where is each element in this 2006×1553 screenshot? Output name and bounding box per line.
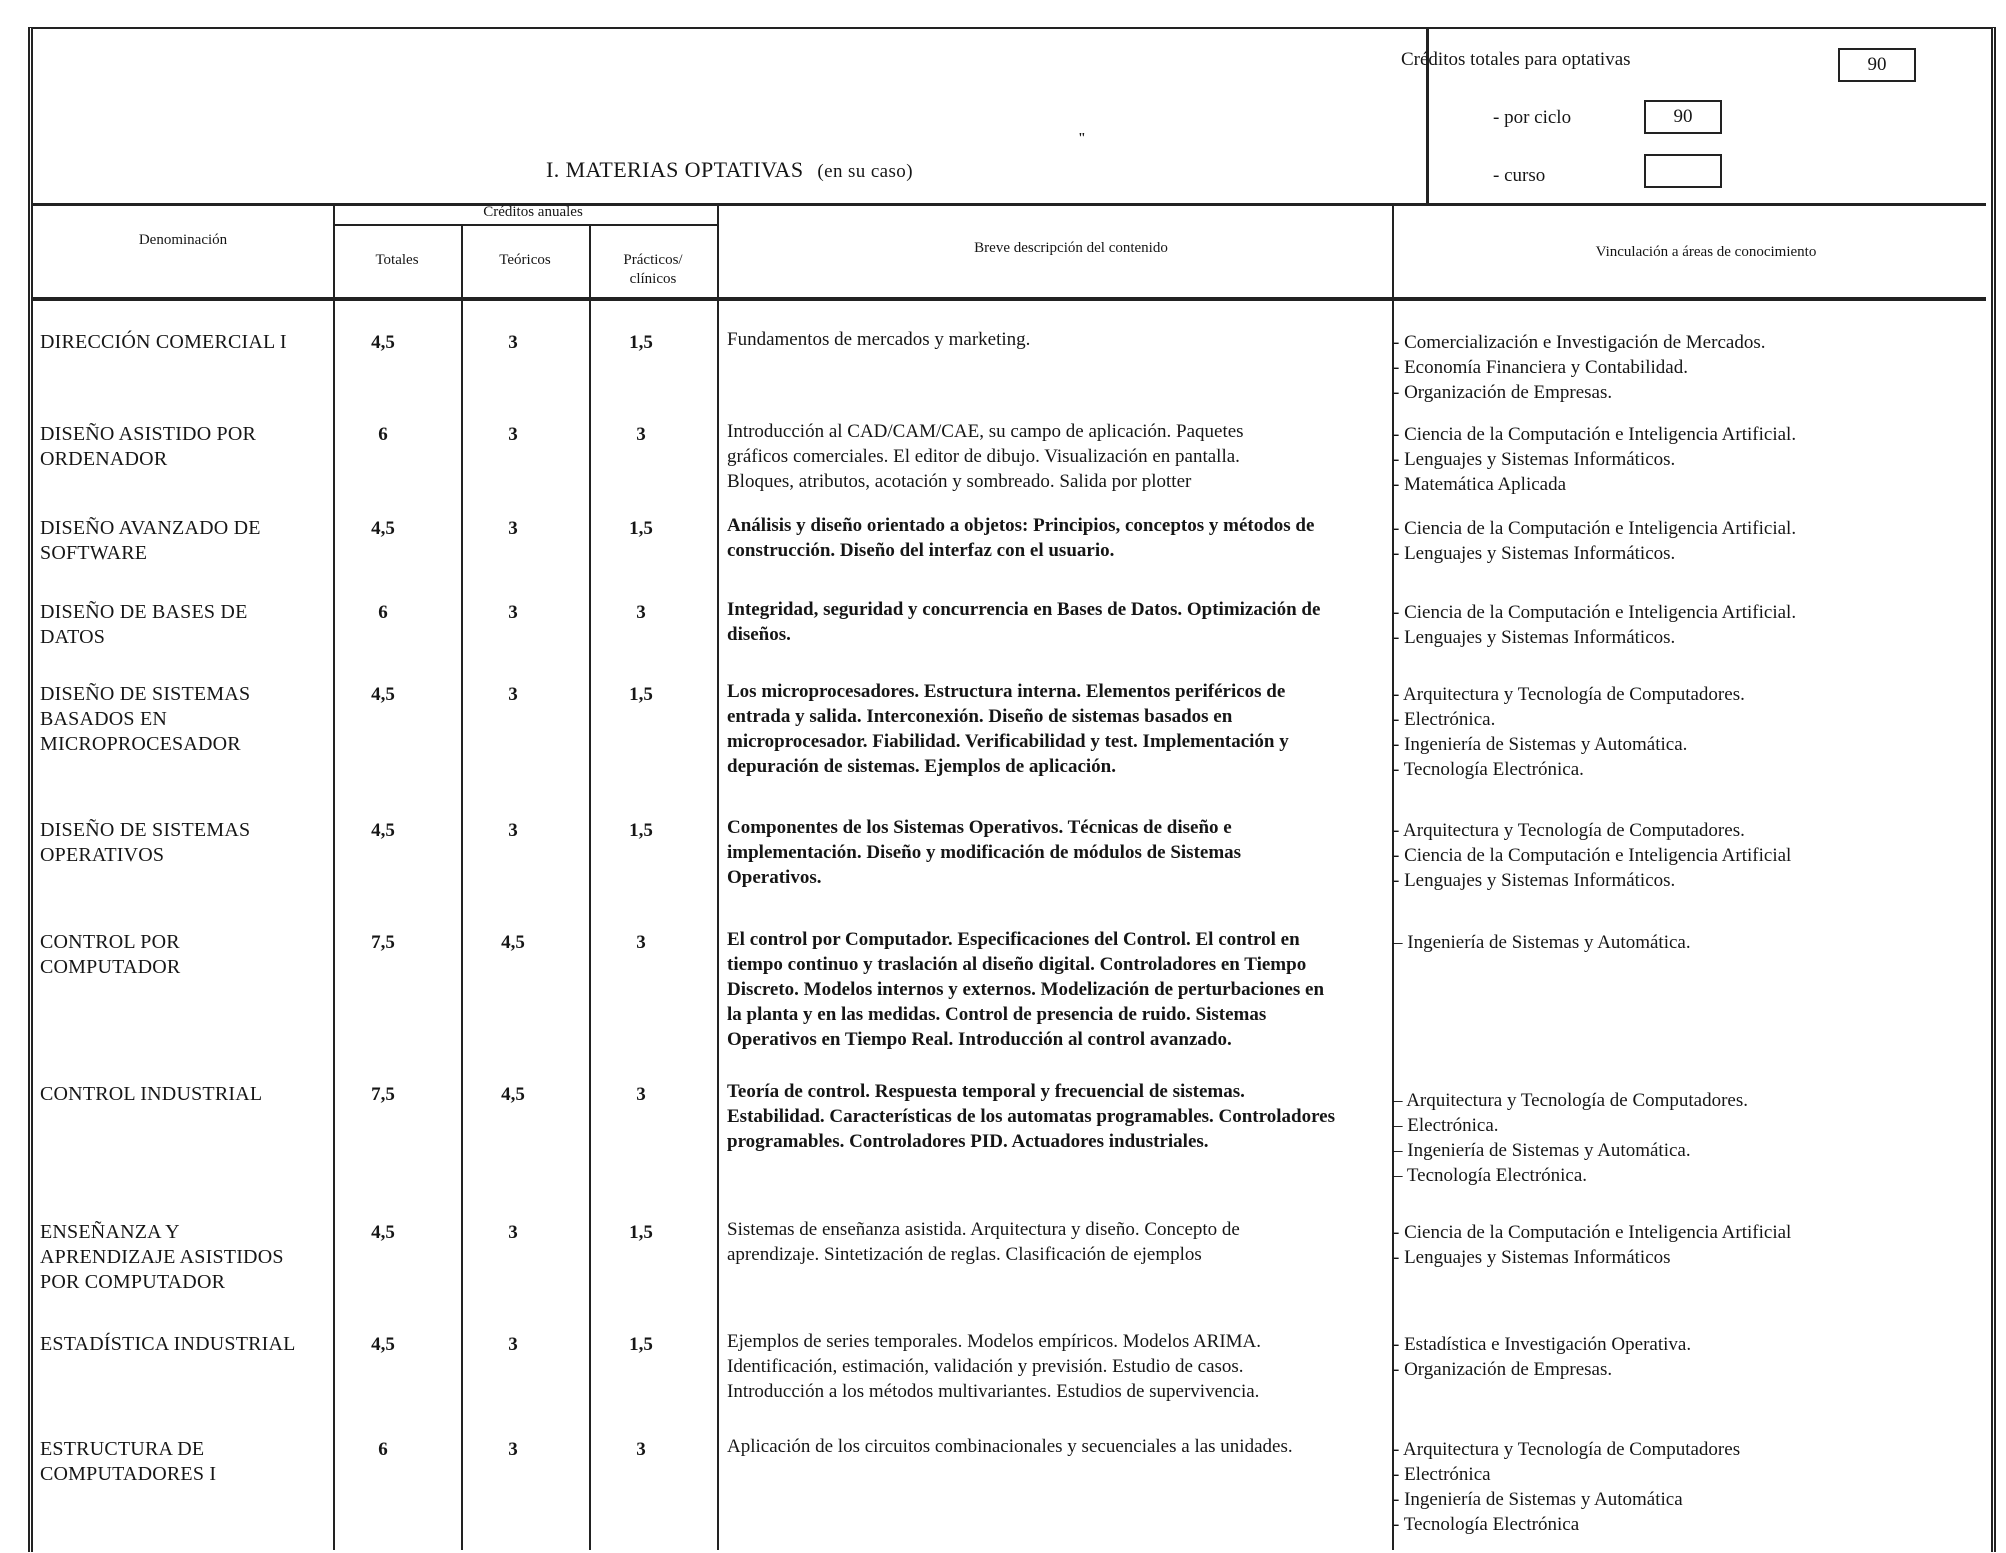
course-name-line: CONTROL INDUSTRIAL (40, 1083, 263, 1105)
area-item: - Matemática Aplicada (1393, 474, 1567, 495)
col-practicos (589, 251, 717, 289)
credits-totales: 6 (378, 424, 388, 445)
course-name-line: ESTADÍSTICA INDUSTRIAL (40, 1333, 296, 1355)
course-name-line: OPERATIVOS (40, 844, 165, 866)
credits-practicos: 3 (636, 1084, 646, 1105)
area-item: - Ciencia de la Computación e Inteligencia Artificial (1393, 845, 1792, 866)
credits-practicos: 1,5 (629, 684, 653, 705)
description-line: Teoría de control. Respuesta temporal y frecuencial de sistemas. (727, 1081, 1245, 1102)
area-item: - Arquitectura y Tecnología de Computadores. (1393, 684, 1745, 705)
description-line: Introducción al CAD/CAM/CAE, su campo de aplicación. Paquetes (727, 421, 1244, 442)
area-item: - Lenguajes y Sistemas Informáticos. (1393, 449, 1676, 470)
course-description (727, 513, 1417, 563)
course-description (727, 1079, 1417, 1154)
course-name-line: POR COMPUTADOR (40, 1271, 226, 1293)
knowledge-areas (1393, 818, 1993, 893)
credits-totales: 4,5 (371, 820, 395, 841)
course-description (727, 1329, 1417, 1404)
area-item: - Ciencia de la Computación e Inteligencia Artificial (1393, 1222, 1792, 1243)
col-practicos-line1: Prácticos/ (623, 252, 683, 268)
description-line: Identificación, estimación, validación y previsión. Estudio de casos. (727, 1356, 1244, 1377)
course-name-line: BASADOS EN (40, 708, 168, 730)
knowledge-areas (1393, 1088, 1993, 1188)
credits-practicos: 3 (636, 424, 646, 445)
credits-totales: 6 (378, 602, 388, 623)
description-line: Análisis y diseño orientado a objetos: Principios, conceptos y métodos de (727, 515, 1315, 536)
course-description (727, 815, 1417, 890)
course-name-line: APRENDIZAJE ASISTIDOS (40, 1246, 284, 1268)
knowledge-areas (1393, 516, 1993, 566)
area-item: - Lenguajes y Sistemas Informáticos. (1393, 543, 1676, 564)
description-line: microprocesador. Fiabilidad. Verificabilidad y test. Implementación y (727, 731, 1289, 752)
description-line: construcción. Diseño del interfaz con el usuario. (727, 540, 1115, 561)
area-item: - Lenguajes y Sistemas Informáticos (1393, 1247, 1671, 1268)
course-name (40, 1082, 340, 1107)
course-name (40, 516, 340, 566)
course-description (727, 679, 1417, 779)
area-item: – Ingeniería de Sistemas y Automática. (1393, 932, 1691, 953)
area-item: - Ciencia de la Computación e Inteligencia Artificial. (1393, 424, 1797, 445)
description-line: gráficos comerciales. El editor de dibujo. Visualización en pantalla. (727, 446, 1240, 467)
description-line: Operativos en Tiempo Real. Introducción al control avanzado. (727, 1029, 1232, 1050)
area-item: – Tecnología Electrónica. (1393, 1165, 1588, 1186)
course-name (40, 1437, 340, 1487)
credits-total-label: Créditos totales para optativas (1401, 49, 1631, 70)
credits-teoricos: 4,5 (501, 932, 525, 953)
area-item: - Ciencia de la Computación e Inteligencia Artificial. (1393, 602, 1797, 623)
course-name-line: DISEÑO ASISTIDO POR (40, 423, 257, 445)
course-name-line: ENSEÑANZA Y (40, 1221, 180, 1243)
col-vinculacion: Vinculación a áreas de conocimiento (1595, 244, 1817, 260)
area-item: – Ingeniería de Sistemas y Automática. (1393, 1140, 1691, 1161)
description-line: Introducción a los métodos multivariantes. Estudios de supervivencia. (727, 1381, 1260, 1402)
area-item: - Electrónica (1393, 1464, 1491, 1485)
description-line: la planta y en las medidas. Control de presencia de ruido. Sistemas (727, 1004, 1267, 1025)
area-item: - Organización de Empresas. (1393, 1359, 1613, 1380)
course-name (40, 818, 340, 868)
credits-teoricos: 3 (508, 1439, 518, 1460)
description-line: Componentes de los Sistemas Operativos. Técnicas de diseño e (727, 817, 1232, 838)
knowledge-areas (1393, 930, 1993, 955)
credits-practicos: 1,5 (629, 1222, 653, 1243)
course-name-line: COMPUTADOR (40, 956, 181, 978)
area-item: – Electrónica. (1393, 1115, 1499, 1136)
title-text: I. MATERIAS OPTATIVAS (546, 157, 804, 182)
stray-mark: " (1078, 131, 1086, 146)
knowledge-areas (1393, 1220, 1993, 1270)
description-line: depuración de sistemas. Ejemplos de aplicación. (727, 756, 1116, 777)
credits-total-box: 90 (1838, 48, 1916, 82)
page-title (33, 157, 1426, 183)
course-name (40, 330, 340, 355)
per-cycle-box: 90 (1644, 100, 1722, 134)
course-description (727, 1217, 1417, 1267)
area-item: - Tecnología Electrónica. (1393, 759, 1584, 780)
description-line: Bloques, atributos, acotación y sombreado. Salida por plotter (727, 471, 1192, 492)
area-item: - Economía Financiera y Contabilidad. (1393, 357, 1688, 378)
course-name-line: DISEÑO DE SISTEMAS (40, 683, 251, 705)
col-line-3 (589, 224, 591, 1550)
credits-practicos: 3 (636, 932, 646, 953)
credits-practicos: 1,5 (629, 1334, 653, 1355)
col-line-4 (717, 203, 719, 1550)
area-item: - Electrónica. (1393, 709, 1496, 730)
course-box (1644, 154, 1722, 188)
col-descripcion: Breve descripción del contenido (974, 240, 1168, 256)
credits-practicos: 3 (636, 1439, 646, 1460)
course-name-line: COMPUTADORES I (40, 1463, 217, 1485)
credits-practicos: 1,5 (629, 518, 653, 539)
description-line: Ejemplos de series temporales. Modelos empíricos. Modelos ARIMA. (727, 1331, 1262, 1352)
col-denominacion: Denominación (138, 232, 228, 248)
credits-totales: 4,5 (371, 332, 395, 353)
knowledge-areas (1393, 682, 1993, 782)
area-item: - Ciencia de la Computación e Inteligencia Artificial. (1393, 518, 1797, 539)
credits-teoricos: 3 (508, 684, 518, 705)
per-cycle-label: - por ciclo (1493, 107, 1572, 128)
credits-teoricos: 3 (508, 332, 518, 353)
col-practicos-line2: clínicos (629, 271, 677, 287)
col-teoricos: Teóricos (499, 252, 551, 268)
area-item: - Arquitectura y Tecnología de Computadores (1393, 1439, 1741, 1460)
credits-practicos: 1,5 (629, 820, 653, 841)
credits-practicos: 1,5 (629, 332, 653, 353)
course-name (40, 1332, 340, 1357)
area-item: - Arquitectura y Tecnología de Computadores. (1393, 820, 1745, 841)
credits-teoricos: 3 (508, 518, 518, 539)
course-name-line: DISEÑO DE BASES DE (40, 601, 248, 623)
area-item: - Lenguajes y Sistemas Informáticos. (1393, 870, 1676, 891)
knowledge-areas (1393, 422, 1993, 497)
description-line: Los microprocesadores. Estructura interna. Elementos periféricos de (727, 681, 1286, 702)
course-name-line: DATOS (40, 626, 106, 648)
area-item: - Lenguajes y Sistemas Informáticos. (1393, 627, 1676, 648)
description-line: entrada y salida. Interconexión. Diseño de sistemas basados en (727, 706, 1233, 727)
course-name-line: DIRECCIÓN COMERCIAL I (40, 331, 287, 353)
area-item: - Tecnología Electrónica (1393, 1514, 1580, 1535)
course-name-line: DISEÑO DE SISTEMAS (40, 819, 251, 841)
course-description (727, 327, 1417, 352)
col-line-2 (461, 224, 463, 1550)
table-header (33, 27, 1986, 206)
description-line: Operativos. (727, 867, 822, 888)
credits-totales: 4,5 (371, 518, 395, 539)
description-line: Estabilidad. Características de los automatas programables. Controladores (727, 1106, 1335, 1127)
column-header (33, 203, 1986, 301)
credits-teoricos: 3 (508, 1222, 518, 1243)
description-line: Discreto. Modelos internos y externos. Modelización de perturbaciones en (727, 979, 1325, 1000)
area-item: - Ingeniería de Sistemas y Automática. (1393, 734, 1688, 755)
knowledge-areas (1393, 1332, 1993, 1382)
course-name (40, 682, 340, 757)
course-name (40, 930, 340, 980)
course-name-line: MICROPROCESADOR (40, 733, 241, 755)
course-description (727, 1434, 1417, 1459)
knowledge-areas (1393, 600, 1993, 650)
area-item: - Estadística e Investigación Operativa. (1393, 1334, 1692, 1355)
credits-totales: 4,5 (371, 1222, 395, 1243)
course-name (40, 1220, 340, 1295)
description-line: implementación. Diseño y modificación de módulos de Sistemas (727, 842, 1242, 863)
creditos-subheader-line (333, 224, 717, 226)
credits-teoricos: 3 (508, 424, 518, 445)
credits-totales: 4,5 (371, 1334, 395, 1355)
course-description (727, 597, 1417, 647)
credits-totales: 7,5 (371, 1084, 395, 1105)
course-name-line: ORDENADOR (40, 448, 168, 470)
description-line: tiempo continuo y traslación al diseño digital. Controladores en Tiempo (727, 954, 1307, 975)
col-creditos-anuales: Créditos anuales (483, 204, 583, 220)
title-subtitle: (en su caso) (817, 161, 913, 182)
description-line: diseños. (727, 624, 791, 645)
knowledge-areas (1393, 1437, 1993, 1537)
credits-practicos: 3 (636, 602, 646, 623)
description-line: Aplicación de los circuitos combinacionales y secuenciales a las unidades. (727, 1436, 1293, 1457)
description-line: El control por Computador. Especificaciones del Control. El control en (727, 929, 1300, 950)
col-totales: Totales (375, 252, 419, 268)
course-name-line: ESTRUCTURA DE (40, 1438, 205, 1460)
course-label: - curso (1493, 165, 1546, 186)
credits-teoricos: 3 (508, 602, 518, 623)
credits-teoricos: 4,5 (501, 1084, 525, 1105)
description-line: Integridad, seguridad y concurrencia en Bases de Datos. Optimización de (727, 599, 1321, 620)
credits-teoricos: 3 (508, 820, 518, 841)
course-name (40, 422, 340, 472)
description-line: programables. Controladores PID. Actuadores industriales. (727, 1131, 1209, 1152)
knowledge-areas (1393, 330, 1993, 405)
course-description (727, 419, 1417, 494)
area-item: - Organización de Empresas. (1393, 382, 1613, 403)
credits-teoricos: 3 (508, 1334, 518, 1355)
course-name (40, 600, 340, 650)
description-line: Fundamentos de mercados y marketing. (727, 329, 1031, 350)
area-item: - Comercialización e Investigación de Mercados. (1393, 332, 1766, 353)
credits-totales: 6 (378, 1439, 388, 1460)
course-name-line: CONTROL POR (40, 931, 180, 953)
credits-totales: 4,5 (371, 684, 395, 705)
area-item: - Ingeniería de Sistemas y Automática (1393, 1489, 1683, 1510)
description-line: aprendizaje. Sintetización de reglas. Clasificación de ejemplos (727, 1244, 1202, 1265)
course-description (727, 927, 1417, 1052)
course-name-line: SOFTWARE (40, 542, 148, 564)
credits-totales: 7,5 (371, 932, 395, 953)
area-item: – Arquitectura y Tecnología de Computadores. (1393, 1090, 1749, 1111)
description-line: Sistemas de enseñanza asistida. Arquitectura y diseño. Concepto de (727, 1219, 1240, 1240)
course-name-line: DISEÑO AVANZADO DE (40, 517, 261, 539)
